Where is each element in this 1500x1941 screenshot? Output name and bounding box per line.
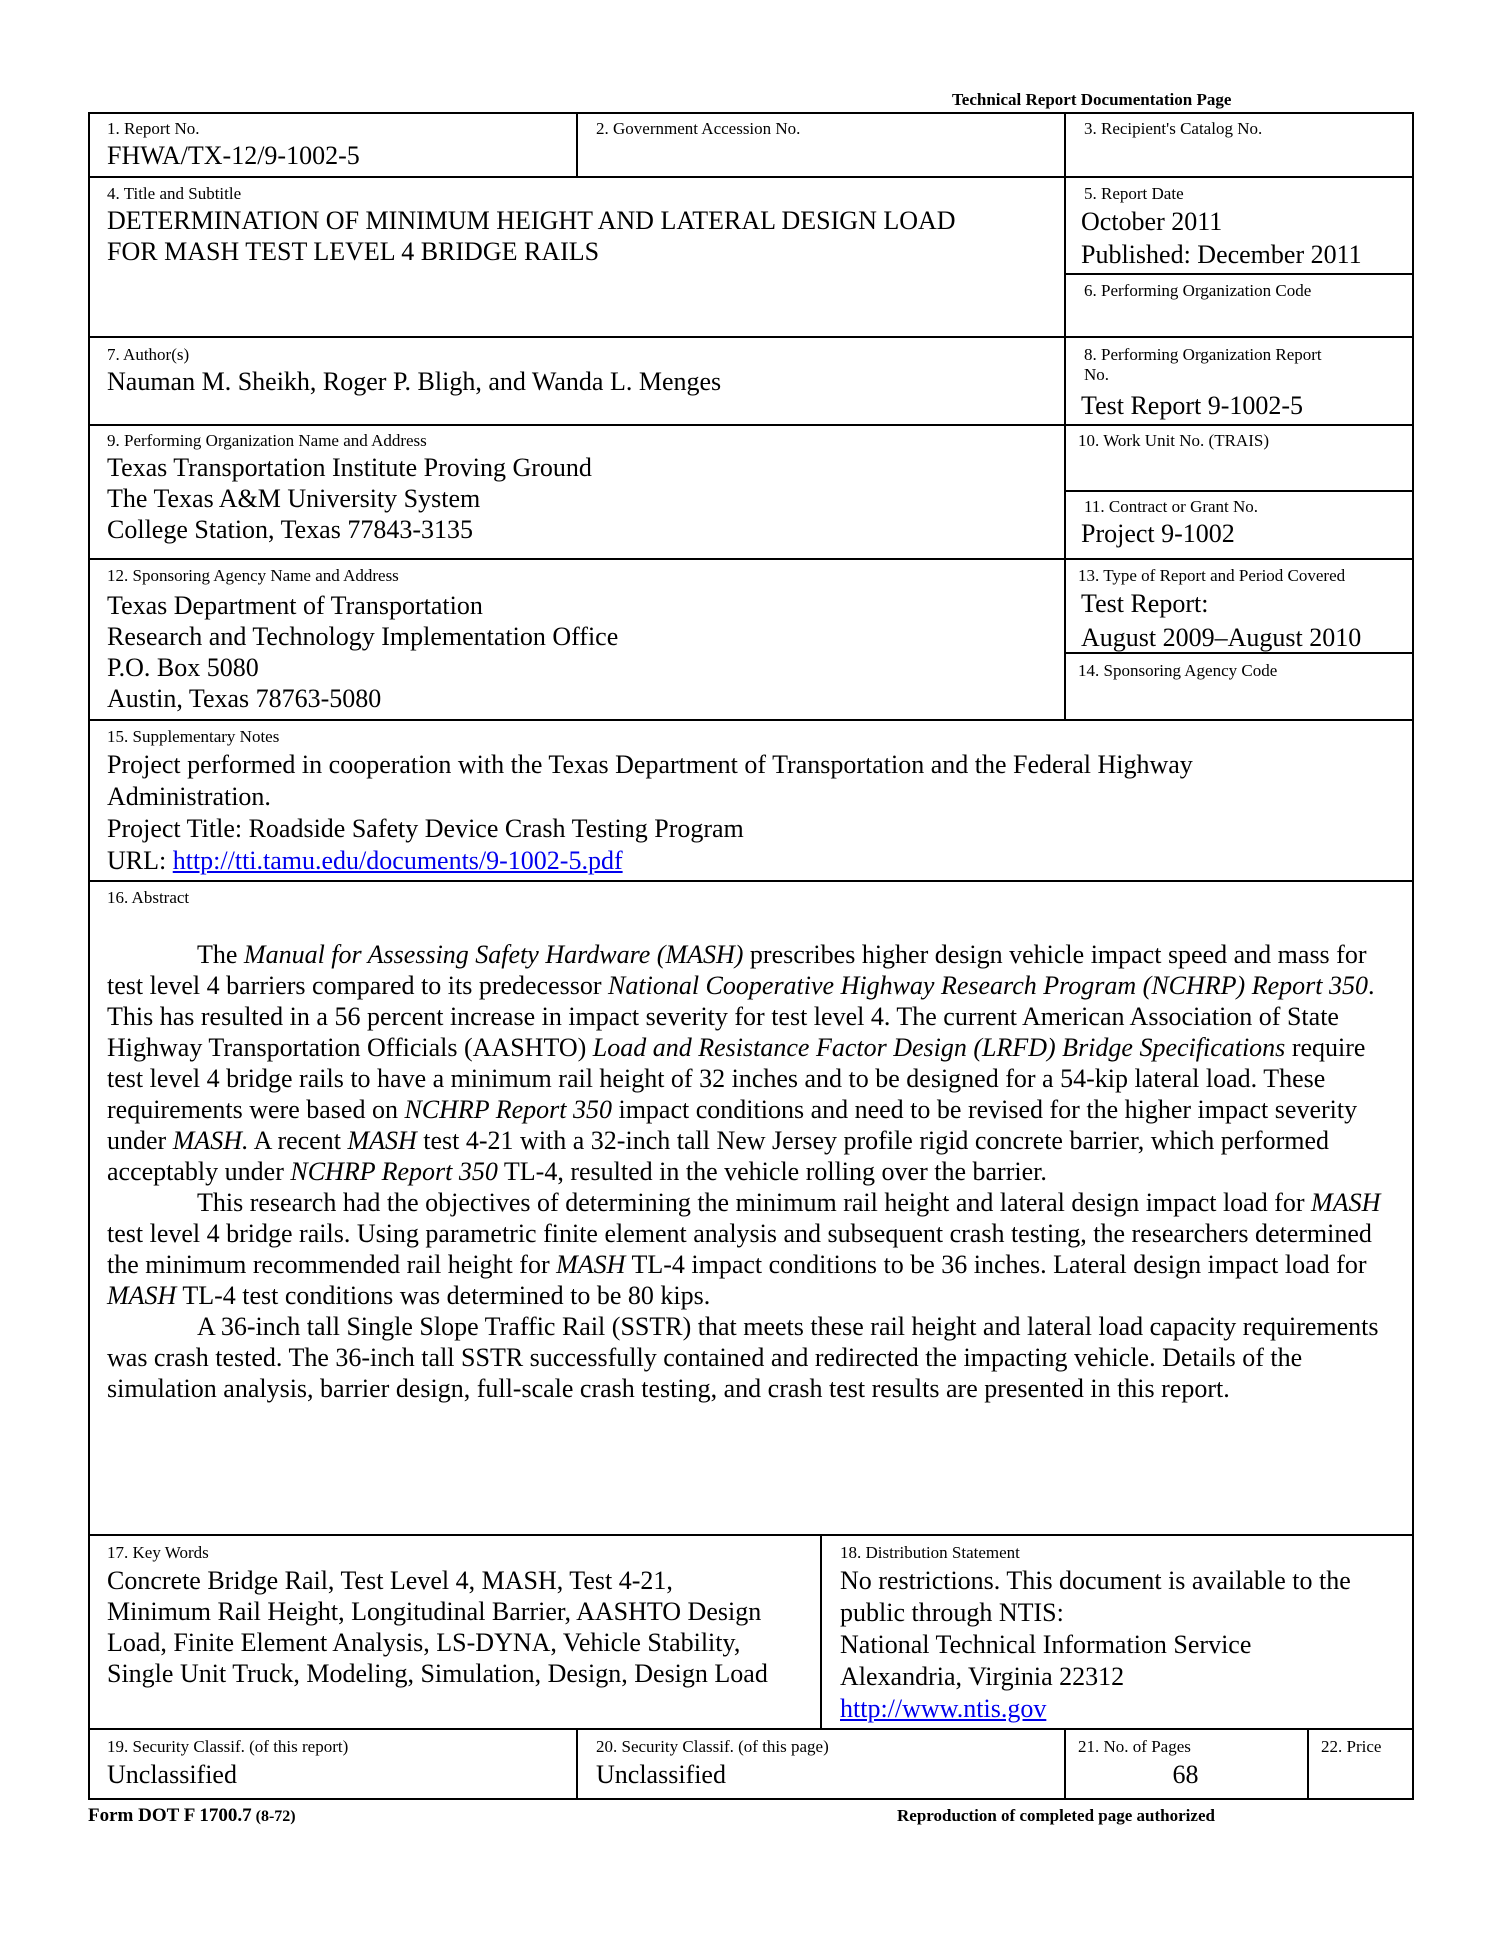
form-number [88,1805,296,1827]
contract-label: 11. Contract or Grant No. [1084,497,1259,516]
text-run: NCHRP Report 350 [290,1157,498,1186]
text-run: TL-4, resulted in the vehicle rolling over the barrier. [497,1157,1047,1186]
sponsor-name-label: 12. Sponsoring Agency Name and Address [107,566,399,585]
perf-org-name-value: Texas Transportation Institute Proving Ground The Texas A&M University System College Station, Texas 77843-3135 [107,453,592,544]
supp-notes-label: 15. Supplementary Notes [107,727,280,746]
work-unit-label: 10. Work Unit No. (TRAIS) [1078,431,1269,450]
divider [88,1728,1414,1730]
text-run: MASH [107,1281,177,1310]
divider [1307,1728,1309,1800]
divider [1064,273,1414,275]
abstract-body [107,939,1407,1404]
security-page-value: Unclassified [596,1760,726,1789]
page-title: Technical Report Documentation Page [952,90,1232,109]
divider [820,1534,822,1728]
divider [576,1728,578,1800]
perf-org-report-label: 8. Performing Organization Report No. [1084,345,1322,384]
recipient-catalog-label: 3. Recipient's Catalog No. [1084,119,1263,138]
abstract-paragraph [107,1187,1407,1311]
ntis-url-link[interactable]: http://www.ntis.gov [840,1694,1047,1723]
key-words-value: Concrete Bridge Rail, Test Level 4, MASH, Test 4-21, Minimum Rail Height, Longitudinal Barrier, AASHTO Design Load, Finite Element Analysis, LS-DYNA, Vehicle Stability, Single Unit Truck, Modeling, Simulation, Design, Design Load [107,1566,768,1688]
text-run: test level 4 bridge rails. Using parametric finite element analysis and subsequent crash testing, the researchers determined the minimum recommended rail height for [107,1219,1372,1279]
divider [88,1534,1414,1536]
perf-org-report-value: Test Report 9-1002-5 [1081,391,1304,420]
price-label: 22. Price [1321,1737,1382,1756]
distribution-value: No restrictions. This document is available to the public through NTIS: National Technical Information Service Alexandria, Virginia 22312 [840,1566,1351,1691]
security-report-value: Unclassified [107,1760,237,1789]
text-run: test 4-21 with a 32-inch tall New Jersey profile rigid concrete barrier, which performed acceptably under [107,1126,1330,1186]
report-type-value: Test Report: August 2009–August 2010 [1081,589,1362,652]
authors-value: Nauman M. Sheikh, Roger P. Bligh, and Wanda L. Menges [107,367,722,396]
abstract-paragraph: A 36-inch tall Single Slope Traffic Rail (SSTR) that meets these rail height and lateral load capacity requirements was crash tested. The 36-inch tall SSTR successfully contained and redirected the impacting vehicle. Details of the simulation analysis, barrier design, full-scale crash testing, and crash test results are presented in this report. [107,1312,1379,1403]
text-run: prescribes higher design vehicle impact speed and mass for test level 4 barriers compared to its predecessor [107,940,1367,1000]
report-url-link[interactable]: http://tti.tamu.edu/documents/9-1002-5.pdf [172,846,623,875]
supp-notes-url-line [107,845,623,876]
report-no-label: 1. Report No. [107,119,200,138]
text-run: National Cooperative Highway Research Program (NCHRP) Report 350 [608,971,1368,1000]
text-run: NCHRP Report 350 [404,1095,612,1124]
report-date-label: 5. Report Date [1084,184,1184,203]
divider [1064,490,1414,492]
num-pages-value: 68 [1172,1760,1199,1789]
text-run: MASH [556,1250,626,1279]
divider [576,112,578,176]
text-run: . This has resulted in a 56 percent increase in impact severity for test level 4. The current American Association of State Highway Transportation Officials (AASHTO) [107,971,1375,1062]
report-date-value: October 2011 Published: December 2011 [1081,207,1362,269]
text-run: TL-4 impact conditions to be 36 inches. Lateral design impact load for [625,1250,1367,1279]
perf-org-code-label: 6. Performing Organization Code [1084,281,1312,300]
text-run: MASH [1311,1188,1381,1217]
abstract-paragraph [107,939,1407,1187]
supp-notes-text: Project performed in cooperation with the Texas Department of Transportation and the Federal Highway Administration. Project Title: Roadside Safety Device Crash Testing Program [107,750,1193,843]
text-run: The [197,940,244,969]
perf-org-name-label: 9. Performing Organization Name and Address [107,431,427,450]
title-subtitle-label: 4. Title and Subtitle [107,184,242,203]
divider [88,558,1414,560]
distribution-url-line [840,1693,1046,1724]
key-words-label: 17. Key Words [107,1543,209,1562]
form-revision: (8-72) [251,1808,296,1825]
report-type-label: 13. Type of Report and Period Covered [1078,566,1346,585]
num-pages-label: 21. No. of Pages [1078,1737,1191,1756]
url-prefix: URL: [107,846,173,875]
text-run: This research had the objectives of determining the minimum rail height and lateral design impact load for [197,1188,1312,1217]
divider [88,176,1414,178]
text-run: Manual for Assessing Safety Hardware (MASH) [243,940,744,969]
security-report-label: 19. Security Classif. (of this report) [107,1737,349,1756]
gov-accession-label: 2. Government Accession No. [596,119,801,138]
text-run: MASH [347,1126,417,1155]
text-run: impact conditions and need to be revised for the higher impact severity under [107,1095,1358,1155]
abstract-label: 16. Abstract [107,888,190,907]
divider [88,880,1414,882]
divider [1064,112,1066,719]
distribution-label: 18. Distribution Statement [840,1543,1020,1562]
sponsor-name-value: Texas Department of Transportation Research and Technology Implementation Office P.O. Box 5080 Austin, Texas 78763-5080 [107,591,619,713]
divider [88,719,1414,721]
form-id: Form DOT F 1700.7 [88,1805,252,1826]
text-run: require test level 4 bridge rails to have a minimum rail height of 32 inches and to be designed for a 54-kip lateral load. These requirements were based on [107,1033,1366,1124]
authors-label: 7. Author(s) [107,345,190,364]
text-run: Load and Resistance Factor Design (LRFD) Bridge Specifications [592,1033,1286,1062]
reproduction-note: Reproduction of completed page authorized [897,1806,1215,1825]
divider [88,424,1414,426]
divider [88,336,1414,338]
text-run: A recent [248,1126,348,1155]
text-run: MASH. [172,1126,249,1155]
title-subtitle-value: DETERMINATION OF MINIMUM HEIGHT AND LATERAL DESIGN LOAD FOR MASH TEST LEVEL 4 BRIDGE RAILS [107,206,956,266]
report-no-value: FHWA/TX-12/9-1002-5 [107,141,360,170]
security-page-label: 20. Security Classif. (of this page) [596,1737,829,1756]
contract-value: Project 9-1002 [1081,519,1235,548]
sponsor-code-label: 14. Sponsoring Agency Code [1078,661,1278,680]
text-run: TL-4 test conditions was determined to be 80 kips. [176,1281,711,1310]
